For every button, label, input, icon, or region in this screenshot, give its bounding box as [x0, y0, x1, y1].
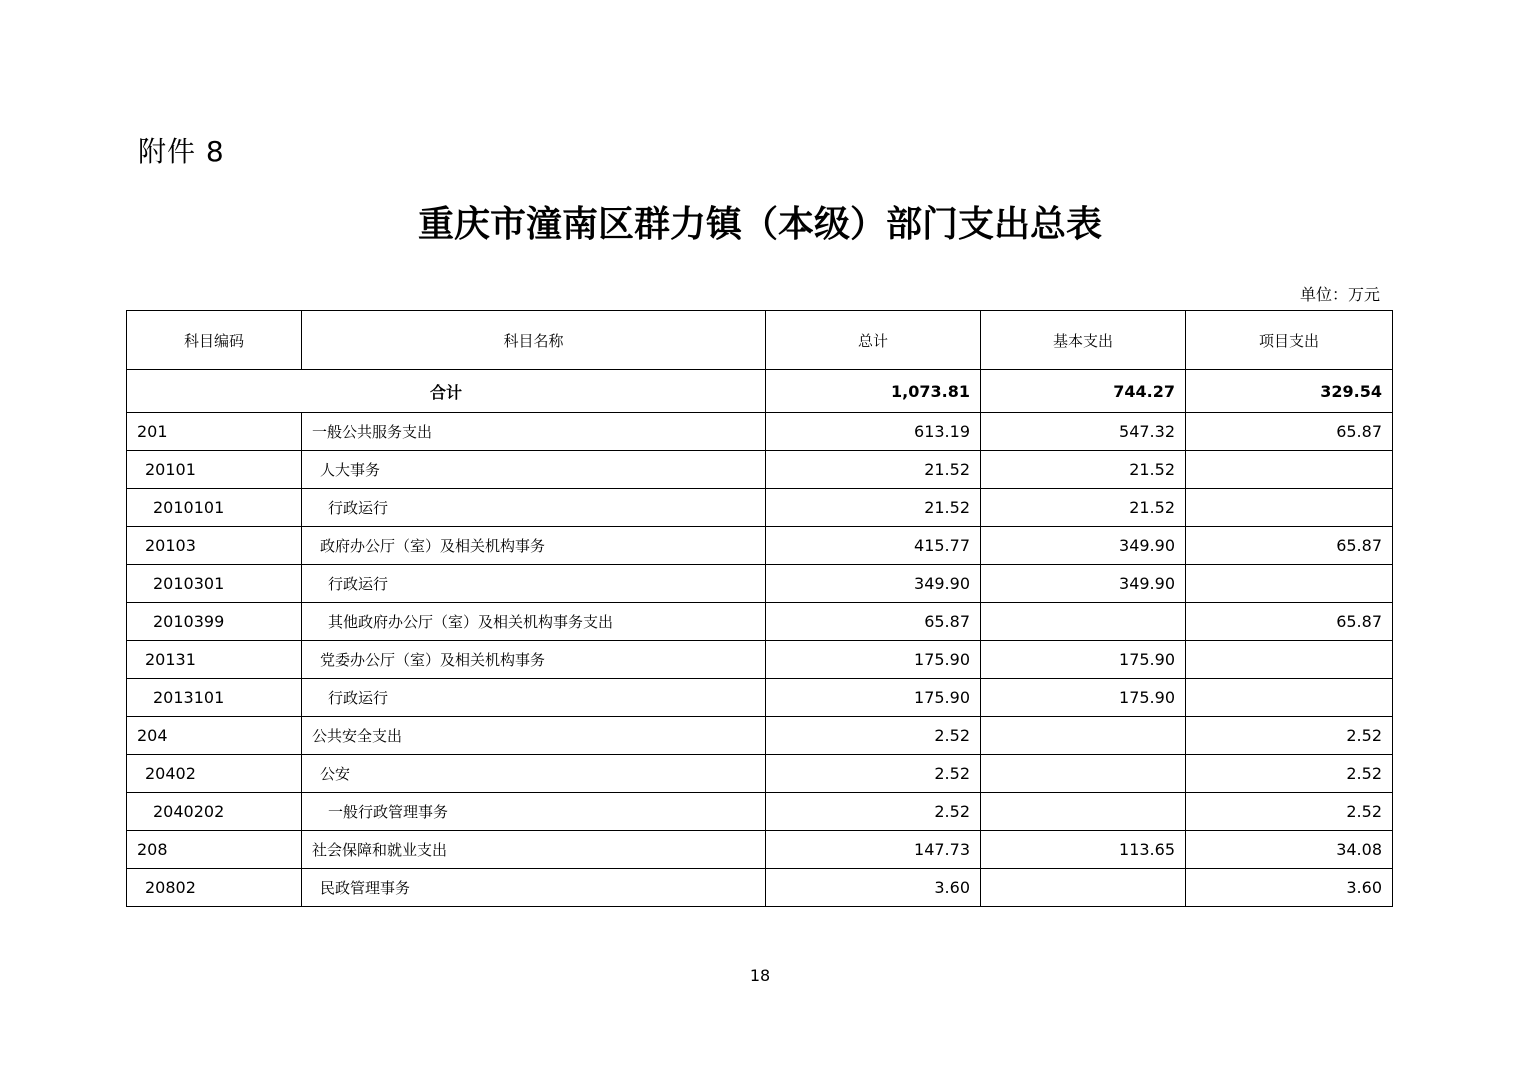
- page-title: 重庆市潼南区群力镇（本级）部门支出总表: [417, 203, 1102, 245]
- row-project: 2.52: [1186, 717, 1393, 755]
- row-total: 3.60: [766, 869, 981, 907]
- row-basic: 175.90: [981, 679, 1186, 717]
- row-total: 147.73: [766, 831, 981, 869]
- row-code: 20101: [127, 451, 302, 489]
- attachment-label: 附件 8: [138, 135, 225, 168]
- table-row: [127, 679, 1393, 717]
- row-project: 2.52: [1186, 755, 1393, 793]
- row-code: 208: [127, 831, 302, 869]
- row-total: 175.90: [766, 679, 981, 717]
- table-row: [127, 755, 1393, 793]
- row-code: 201: [127, 413, 302, 451]
- row-total: 65.87: [766, 603, 981, 641]
- table-header-row: [127, 311, 1393, 370]
- row-name: 党委办公厅（室）及相关机构事务: [302, 641, 766, 679]
- row-project: 65.87: [1186, 413, 1393, 451]
- table-row: [127, 489, 1393, 527]
- row-total: 175.90: [766, 641, 981, 679]
- row-basic: [981, 869, 1186, 907]
- row-code: 20402: [127, 755, 302, 793]
- row-basic: [981, 603, 1186, 641]
- row-project: 3.60: [1186, 869, 1393, 907]
- row-total: 415.77: [766, 527, 981, 565]
- expenditure-table: [126, 310, 1393, 907]
- row-basic: [981, 755, 1186, 793]
- row-total: 349.90: [766, 565, 981, 603]
- row-basic: [981, 793, 1186, 831]
- row-total: 613.19: [766, 413, 981, 451]
- column-header-code: 科目编码: [127, 311, 302, 370]
- column-header-project: 项目支出: [1186, 311, 1393, 370]
- row-name: 一般公共服务支出: [302, 413, 766, 451]
- table-row: [127, 603, 1393, 641]
- row-project: [1186, 565, 1393, 603]
- row-code: 2013101: [127, 679, 302, 717]
- row-total: 21.52: [766, 489, 981, 527]
- row-basic: 21.52: [981, 451, 1186, 489]
- row-code: 2010101: [127, 489, 302, 527]
- row-code: 2040202: [127, 793, 302, 831]
- total-total: 1,073.81: [766, 370, 981, 413]
- table-row: [127, 831, 1393, 869]
- row-name: 其他政府办公厅（室）及相关机构事务支出: [302, 603, 766, 641]
- row-project: 65.87: [1186, 603, 1393, 641]
- row-name: 社会保障和就业支出: [302, 831, 766, 869]
- row-project: [1186, 641, 1393, 679]
- table-row: [127, 641, 1393, 679]
- row-project: [1186, 451, 1393, 489]
- row-name: 公共安全支出: [302, 717, 766, 755]
- row-name: 行政运行: [302, 565, 766, 603]
- row-name: 公安: [302, 755, 766, 793]
- row-name: 人大事务: [302, 451, 766, 489]
- row-name: 一般行政管理事务: [302, 793, 766, 831]
- row-project: [1186, 679, 1393, 717]
- table-row: [127, 565, 1393, 603]
- row-project: 65.87: [1186, 527, 1393, 565]
- row-project: 34.08: [1186, 831, 1393, 869]
- table-row: [127, 793, 1393, 831]
- row-basic: [981, 717, 1186, 755]
- row-code: 20802: [127, 869, 302, 907]
- row-basic: 175.90: [981, 641, 1186, 679]
- page-number: 18: [749, 966, 771, 985]
- row-basic: 349.90: [981, 527, 1186, 565]
- row-name: 行政运行: [302, 489, 766, 527]
- row-basic: 113.65: [981, 831, 1186, 869]
- row-code: 204: [127, 717, 302, 755]
- row-code: 2010301: [127, 565, 302, 603]
- total-label: 合计: [127, 370, 766, 413]
- column-header-total: 总计: [766, 311, 981, 370]
- total-row: [127, 370, 1393, 413]
- row-basic: 21.52: [981, 489, 1186, 527]
- row-code: 20131: [127, 641, 302, 679]
- row-total: 2.52: [766, 717, 981, 755]
- row-code: 2010399: [127, 603, 302, 641]
- row-name: 民政管理事务: [302, 869, 766, 907]
- row-total: 21.52: [766, 451, 981, 489]
- total-basic: 744.27: [981, 370, 1186, 413]
- table-row: [127, 451, 1393, 489]
- row-total: 2.52: [766, 755, 981, 793]
- column-header-name: 科目名称: [302, 311, 766, 370]
- total-project: 329.54: [1186, 370, 1393, 413]
- row-basic: 349.90: [981, 565, 1186, 603]
- row-name: 政府办公厅（室）及相关机构事务: [302, 527, 766, 565]
- table-row: [127, 717, 1393, 755]
- row-project: 2.52: [1186, 793, 1393, 831]
- table-row: [127, 527, 1393, 565]
- row-basic: 547.32: [981, 413, 1186, 451]
- unit-label: 单位：万元: [1299, 285, 1380, 304]
- row-code: 20103: [127, 527, 302, 565]
- row-name: 行政运行: [302, 679, 766, 717]
- table-row: [127, 413, 1393, 451]
- column-header-basic: 基本支出: [981, 311, 1186, 370]
- row-project: [1186, 489, 1393, 527]
- row-total: 2.52: [766, 793, 981, 831]
- table-row: [127, 869, 1393, 907]
